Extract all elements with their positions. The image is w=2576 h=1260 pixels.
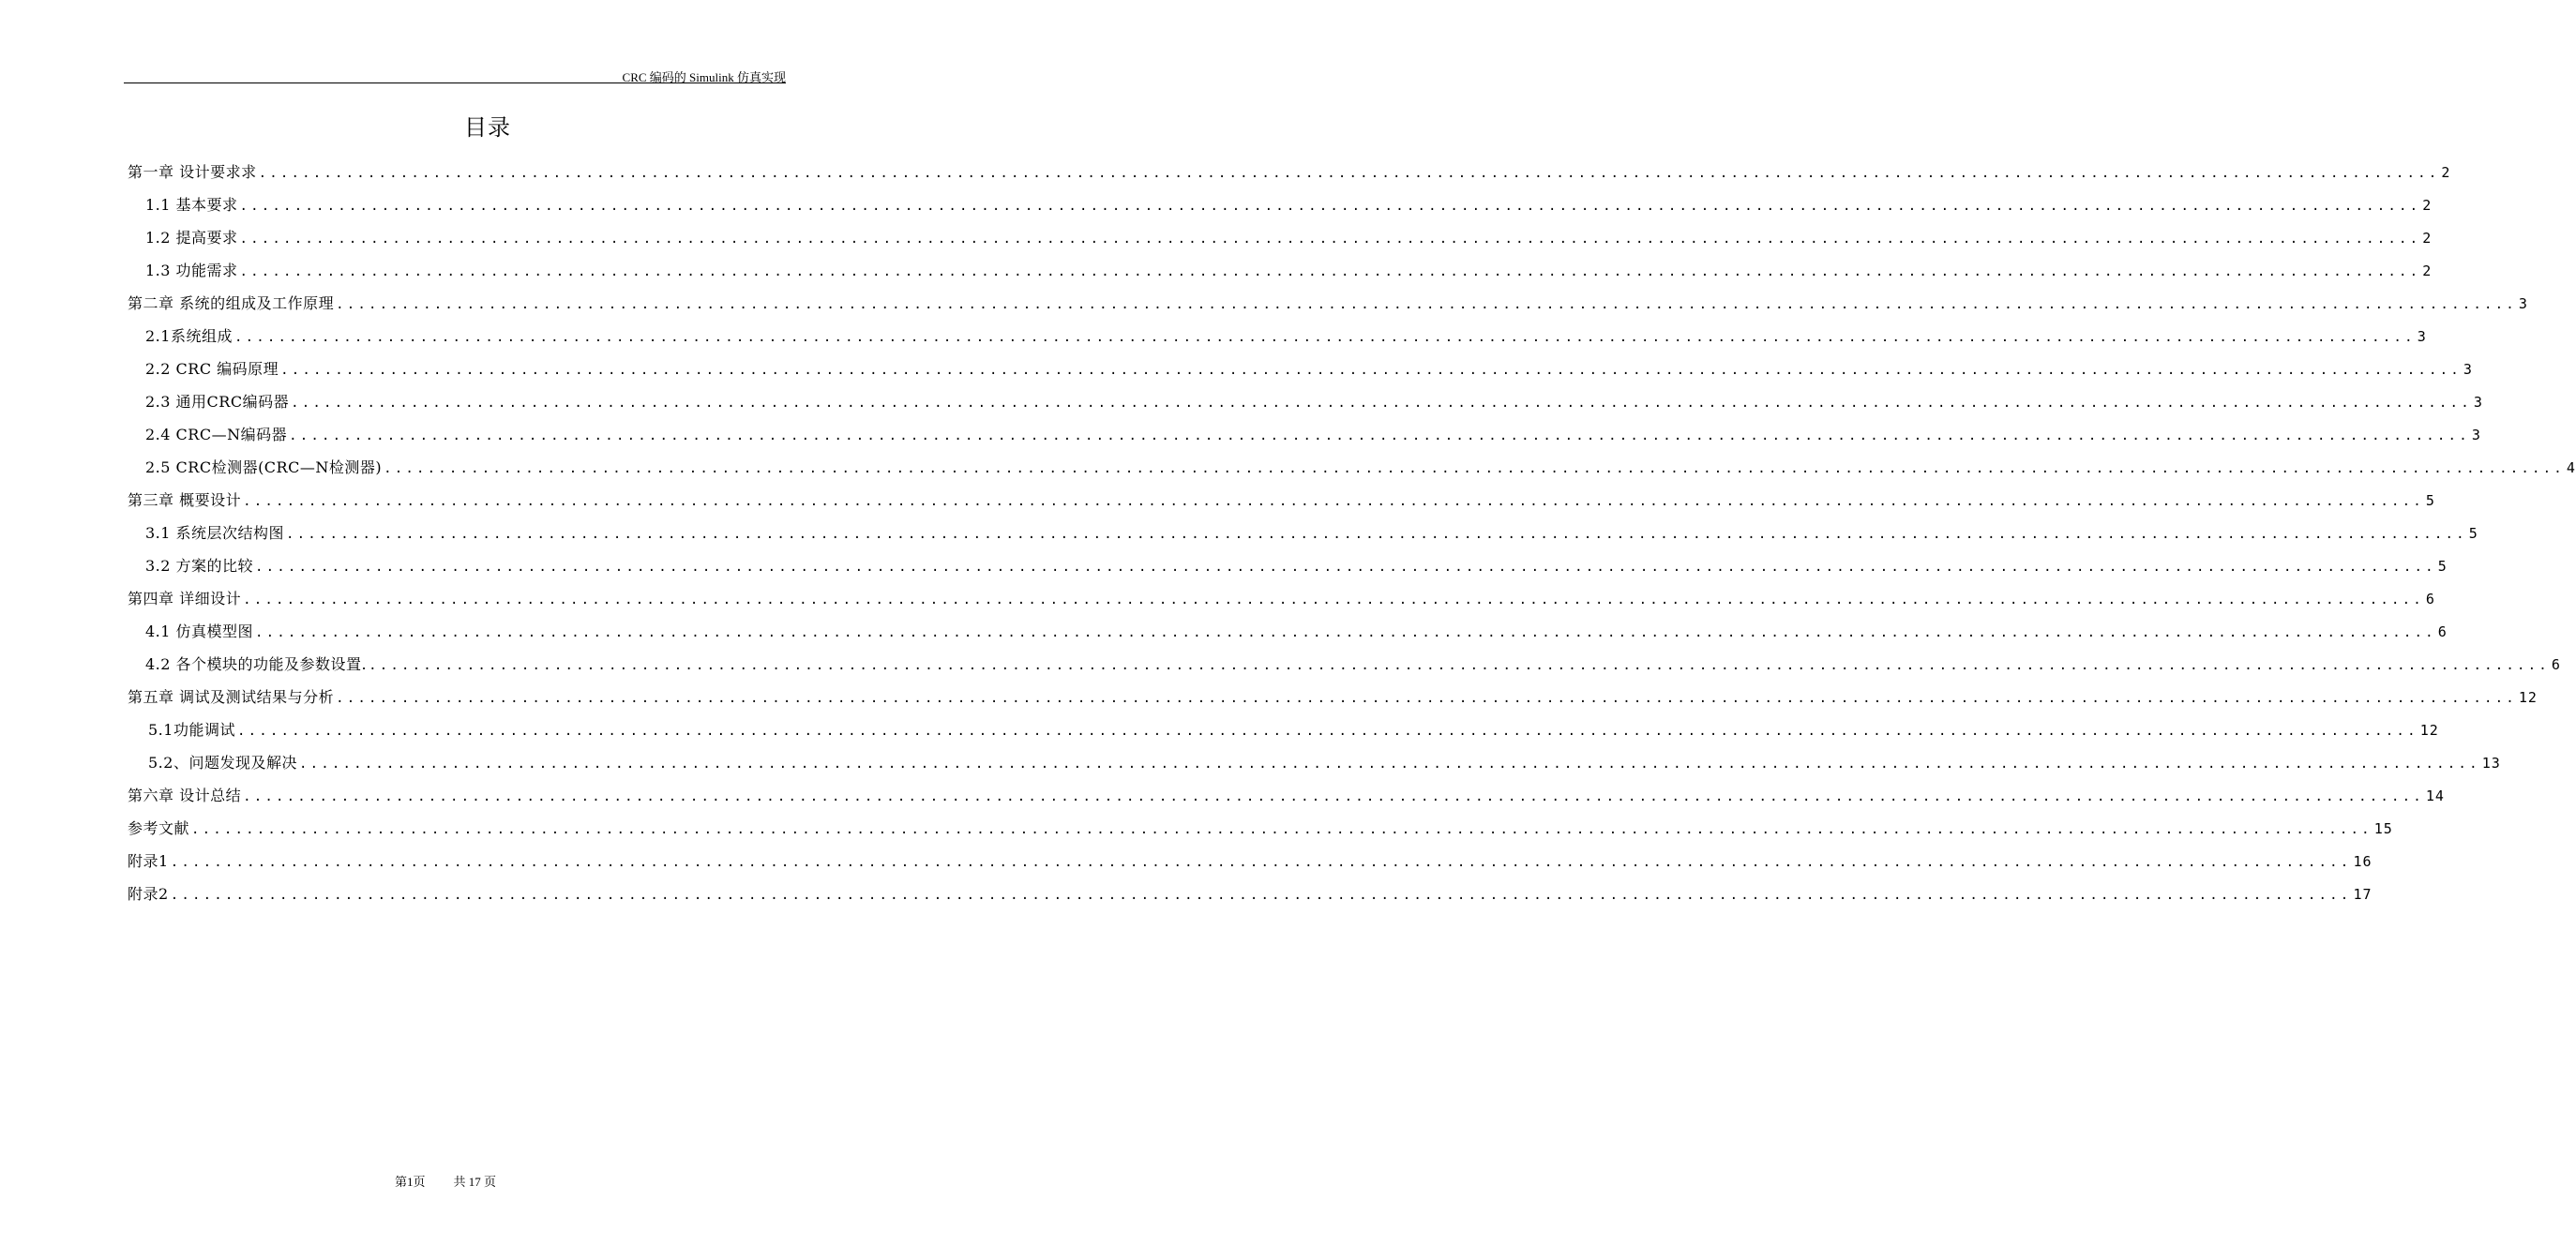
toc-leader-dots: ........................................................................................................................................................................................................ (384, 461, 2565, 476)
toc-entry-1-3[interactable] (145, 257, 2433, 285)
toc-entry-label: 附录2 (128, 885, 169, 903)
toc-entry-label: 第六章 设计总结 (128, 787, 242, 804)
toc-leader-dots: ........................................................................................................................................................................................................ (369, 658, 2550, 673)
toc-entry-label: 附录1 (128, 852, 169, 870)
toc-leader-dots: ........................................................................................................................................................................................................ (336, 297, 2517, 312)
toc-leader-dots: ........................................................................................................................................................................................................ (233, 330, 2416, 345)
toc-title: 目录 (464, 114, 511, 141)
toc-leader-dots: ........................................................................................................................................................................................................ (239, 264, 2421, 279)
toc-entry-ch4[interactable] (128, 585, 2435, 613)
toc-leader-dots: ........................................................................................................................................................................................................ (289, 428, 2470, 443)
toc-entry-ch2[interactable] (128, 290, 2528, 318)
toc-leader-dots: ........................................................................................................................................................................................................ (280, 363, 2462, 378)
toc-entry-label: 1.3 功能需求 (145, 262, 238, 279)
toc-entry-label: 2.4 CRC—N编码器 (145, 426, 288, 443)
toc-entry-label: 1.2 提高要求 (145, 229, 238, 247)
toc-entry-3-1[interactable] (145, 519, 2478, 548)
toc-leader-dots: ........................................................................................................................................................................................................ (258, 166, 2440, 181)
toc-entry-5-2[interactable] (148, 749, 2501, 777)
toc-entry-2-3[interactable] (145, 388, 2483, 416)
toc-entry-label: 第五章 调试及测试结果与分析 (128, 688, 335, 706)
toc-entry-ch1[interactable] (128, 158, 2451, 187)
toc-entry-page: 3 (2471, 427, 2481, 443)
toc-entry-label: 4.1 仿真模型图 (145, 622, 254, 640)
toc-entry-ch5[interactable] (128, 683, 2538, 712)
toc-leader-dots: ........................................................................................................................................................................................................ (336, 691, 2517, 706)
page-footer (0, 1172, 891, 1190)
toc-entry-4-2[interactable] (145, 651, 2561, 679)
toc-entry-page: 12 (2419, 722, 2439, 739)
toc-entry-page: 2 (2441, 164, 2451, 181)
header-rule (124, 82, 786, 83)
toc-entry-appendix-1[interactable] (128, 848, 2373, 876)
toc-leader-dots: ........................................................................................................................................................................................................ (191, 822, 2373, 837)
footer-total-pages: 共 17 页 (453, 1175, 497, 1189)
toc-entry-label: 2.2 CRC 编码原理 (145, 360, 279, 378)
toc-entry-label: 2.5 CRC检测器(CRC—N检测器) (145, 458, 383, 476)
toc-entry-references[interactable] (128, 815, 2393, 843)
toc-entry-label: 3.2 方案的比较 (145, 557, 254, 575)
toc-entry-appendix-2[interactable] (128, 880, 2373, 908)
toc-entry-page: 4 (2566, 459, 2576, 476)
toc-entry-page: 13 (2481, 755, 2501, 772)
toc-leader-dots: ........................................................................................................................................................................................................ (255, 560, 2436, 575)
toc-entry-page: 3 (2463, 361, 2473, 378)
toc-entry-page: 14 (2425, 788, 2445, 804)
toc-entry-page: 6 (2437, 623, 2448, 640)
toc-entry-page: 12 (2518, 689, 2538, 706)
toc-entry-2-1[interactable] (145, 322, 2427, 351)
toc-entry-label: 2.3 通用CRC编码器 (145, 393, 290, 411)
footer-current-page: 第1页 (394, 1175, 426, 1189)
toc-entry-page: 3 (2417, 328, 2427, 345)
toc-entry-page: 15 (2373, 820, 2393, 837)
toc-leader-dots: ........................................................................................................................................................................................................ (239, 232, 2421, 247)
toc-entry-page: 3 (2518, 295, 2528, 312)
running-title: CRC 编码的 Simulink 仿真实现 (622, 70, 786, 84)
toc-entry-page: 5 (2437, 558, 2448, 575)
toc-leader-dots: ........................................................................................................................................................................................................ (170, 888, 2352, 903)
toc-leader-dots: ........................................................................................................................................................................................................ (243, 494, 2424, 509)
toc-entry-label: 5.1功能调试 (148, 721, 235, 739)
toc-entry-page: 5 (2425, 492, 2435, 509)
toc-entry-ch6[interactable] (128, 782, 2445, 810)
toc-entry-3-2[interactable] (145, 552, 2448, 580)
toc-leader-dots: ........................................................................................................................................................................................................ (291, 396, 2472, 411)
toc-entry-label: 4.2 各个模块的功能及参数设置. (145, 655, 368, 673)
toc-entry-page: 3 (2473, 394, 2483, 411)
toc-entry-label: 2.1系统组成 (145, 327, 233, 345)
toc-entry-label: 第三章 概要设计 (128, 491, 242, 509)
toc-leader-dots: ........................................................................................................................................................................................................ (243, 592, 2424, 608)
toc-entry-1-2[interactable] (145, 224, 2433, 252)
toc-leader-dots: ........................................................................................................................................................................................................ (255, 625, 2436, 640)
toc-leader-dots: ........................................................................................................................................................................................................ (236, 724, 2418, 739)
toc-entry-page: 6 (2551, 656, 2561, 673)
toc-entry-page: 5 (2468, 525, 2478, 542)
toc-entry-2-5[interactable] (145, 454, 2576, 482)
toc-entry-1-1[interactable] (145, 191, 2433, 219)
toc-entry-label: 5.2、问题发现及解决 (148, 754, 297, 772)
toc-entry-ch3[interactable] (128, 487, 2435, 515)
toc-entry-label: 第四章 详细设计 (128, 590, 242, 608)
toc-entry-label: 3.1 系统层次结构图 (145, 524, 285, 542)
toc-entry-page: 2 (2422, 230, 2433, 247)
toc-entry-2-2[interactable] (145, 355, 2473, 383)
toc-leader-dots: ........................................................................................................................................................................................................ (243, 789, 2424, 804)
toc-entry-label: 第二章 系统的组成及工作原理 (128, 294, 335, 312)
toc-entry-label: 第一章 设计要求求 (128, 163, 257, 181)
toc-entry-page: 6 (2425, 591, 2435, 608)
toc-entry-label: 参考文献 (128, 819, 190, 837)
toc-entry-page: 2 (2422, 197, 2433, 214)
toc-entry-5-1[interactable] (148, 716, 2439, 744)
toc-leader-dots: ........................................................................................................................................................................................................ (239, 199, 2421, 214)
toc-entry-4-1[interactable] (145, 618, 2448, 646)
toc-entry-page: 2 (2422, 262, 2433, 279)
toc-entry-page: 16 (2353, 853, 2373, 870)
toc-leader-dots: ........................................................................................................................................................................................................ (298, 757, 2480, 772)
toc-entry-label: 1.1 基本要求 (145, 196, 238, 214)
toc-entry-page: 17 (2353, 886, 2373, 903)
toc-leader-dots: ........................................................................................................................................................................................................ (170, 855, 2352, 870)
toc-leader-dots: ........................................................................................................................................................................................................ (286, 527, 2467, 542)
toc-entry-2-4[interactable] (145, 421, 2481, 449)
